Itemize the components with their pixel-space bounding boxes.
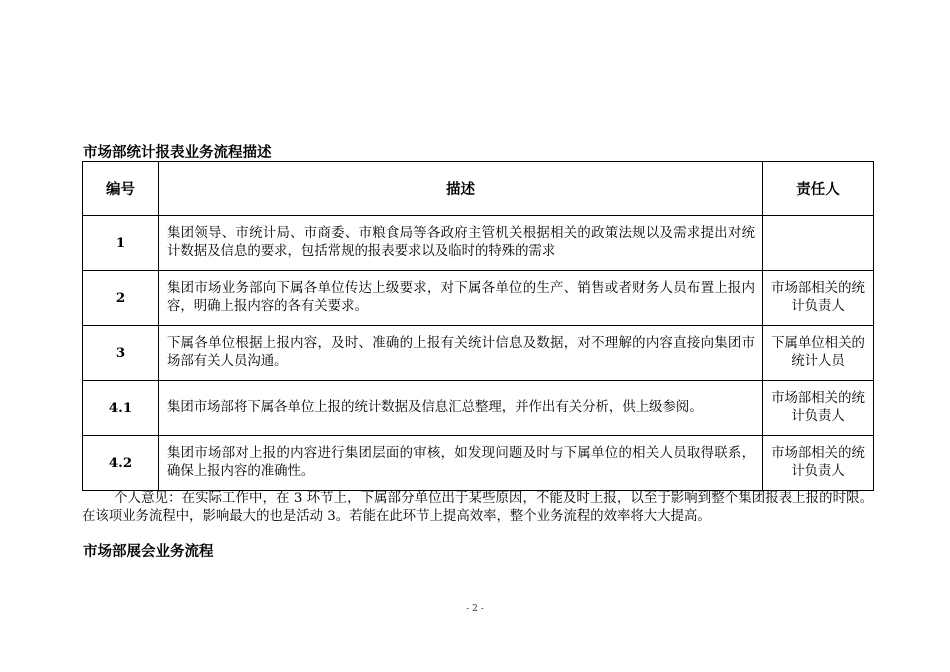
table-row [83, 436, 874, 491]
row-description: 集团领导、市统计局、市商委、市粮食局等各政府主管机关根据相关的政策法规以及需求提出对统计数据及信息的要求，包括常规的报表要求以及临时的特殊的需求 [159, 216, 763, 271]
section-heading-statistics: 市场部统计报表业务流程描述 [83, 145, 272, 161]
row-responsible [763, 216, 874, 271]
row-responsible: 市场部相关的统计负责人 [763, 271, 874, 326]
table-row [83, 271, 874, 326]
row-description: 集团市场业务部向下属各单位传达上级要求，对下属各单位的生产、销售或者财务人员布置上报内容，明确上报内容的各有关要求。 [159, 271, 763, 326]
table-row [83, 381, 874, 436]
row-number: 2 [83, 271, 159, 326]
page-number: - 2 - [466, 604, 484, 614]
row-number: 4.2 [83, 436, 159, 491]
section-heading-exhibition: 市场部展会业务流程 [83, 544, 214, 560]
table-row [83, 326, 874, 381]
row-description: 集团市场部对上报的内容进行集团层面的审核，如发现问题及时与下属单位的相关人员取得联系，确保上报内容的准确性。 [159, 436, 763, 491]
row-responsible: 下属单位相关的统计人员 [763, 326, 874, 381]
process-table [82, 161, 874, 491]
table-row [83, 216, 874, 271]
table-header-row [83, 162, 874, 216]
row-responsible: 市场部相关的统计负责人 [763, 381, 874, 436]
row-number: 4.1 [83, 381, 159, 436]
row-description: 集团市场部将下属各单位上报的统计数据及信息汇总整理，并作出有关分析，供上级参阅。 [159, 381, 763, 436]
column-header-description: 描述 [159, 162, 763, 216]
column-header-responsible: 责任人 [763, 162, 874, 216]
row-number: 1 [83, 216, 159, 271]
row-responsible: 市场部相关的统计负责人 [763, 436, 874, 491]
row-number: 3 [83, 326, 159, 381]
row-description: 下属各单位根据上报内容，及时、准确的上报有关统计信息及数据，对不理解的内容直接向集团市场部有关人员沟通。 [159, 326, 763, 381]
column-header-number: 编号 [83, 162, 159, 216]
personal-opinion-paragraph: 个人意见：在实际工作中，在 3 环节上，下属部分单位出于某些原因，不能及时上报，以至于影响到整个集团报表上报的时限。在该项业务流程中，影响最大的也是活动 3。若能在此环节上提高效率，整个业务流程的效率将大大提高。 [82, 491, 873, 524]
